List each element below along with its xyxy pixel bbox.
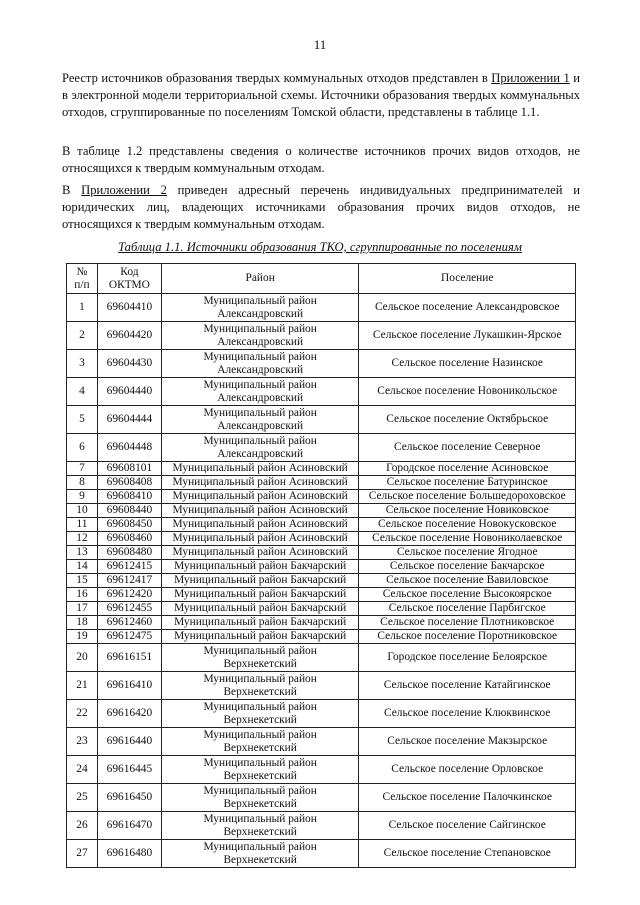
cell-district: Муниципальный район Александровский: [161, 350, 359, 378]
cell-settlement: Сельское поселение Вавиловское: [359, 574, 576, 588]
table-row: [67, 574, 576, 588]
table-row: [67, 350, 576, 378]
cell-number: 13: [67, 546, 98, 560]
cell-settlement: Сельское поселение Новокусковское: [359, 518, 576, 532]
cell-settlement: Сельское поселение Батуринское: [359, 476, 576, 490]
cell-settlement: Сельское поселение Парбигское: [359, 602, 576, 616]
cell-settlement: Сельское поселение Катайгинское: [359, 672, 576, 700]
table-row: [67, 378, 576, 406]
cell-settlement: Сельское поселение Северное: [359, 434, 576, 462]
paragraph-3: [62, 182, 580, 233]
cell-oktmo-code: 69616410: [97, 672, 161, 700]
cell-oktmo-code: 69612420: [97, 588, 161, 602]
cell-number: 24: [67, 756, 98, 784]
cell-number: 3: [67, 350, 98, 378]
cell-district: Муниципальный район Верхнекетский: [161, 644, 359, 672]
cell-oktmo-code: 69608450: [97, 518, 161, 532]
cell-oktmo-code: 69604440: [97, 378, 161, 406]
cell-oktmo-code: 69612455: [97, 602, 161, 616]
cell-number: 22: [67, 700, 98, 728]
cell-oktmo-code: 69604420: [97, 322, 161, 350]
cell-settlement: Сельское поселение Новониколаевское: [359, 532, 576, 546]
cell-oktmo-code: 69616420: [97, 700, 161, 728]
table-row: [67, 322, 576, 350]
table-row: [67, 672, 576, 700]
cell-oktmo-code: 69604448: [97, 434, 161, 462]
cell-district: Муниципальный район Бакчарский: [161, 588, 359, 602]
cell-number: 2: [67, 322, 98, 350]
paragraph-1-text-end: и в электронной модели территориальной схемы. Источники образования твердых коммунальных отходов, сгруппированные по поселениям Томской области, представлены в таблице 1.1.: [62, 71, 581, 119]
cell-district: Муниципальный район Бакчарский: [161, 602, 359, 616]
cell-oktmo-code: 69608408: [97, 476, 161, 490]
cell-settlement: Сельское поселение Орловское: [359, 756, 576, 784]
cell-number: 7: [67, 462, 98, 476]
cell-number: 6: [67, 434, 98, 462]
cell-district: Муниципальный район Верхнекетский: [161, 700, 359, 728]
header-number: № п/п: [67, 264, 98, 294]
cell-district: Муниципальный район Асиновский: [161, 490, 359, 504]
cell-number: 11: [67, 518, 98, 532]
cell-district: Муниципальный район Асиновский: [161, 462, 359, 476]
cell-number: 19: [67, 630, 98, 644]
table-row: [67, 700, 576, 728]
tko-sources-table: [66, 263, 576, 868]
cell-settlement: Сельское поселение Октябрьское: [359, 406, 576, 434]
cell-district: Муниципальный район Бакчарский: [161, 616, 359, 630]
cell-settlement: Сельское поселение Ягодное: [359, 546, 576, 560]
cell-oktmo-code: 69608460: [97, 532, 161, 546]
cell-oktmo-code: 69608440: [97, 504, 161, 518]
cell-number: 25: [67, 784, 98, 812]
table-row: [67, 756, 576, 784]
cell-district: Муниципальный район Бакчарский: [161, 574, 359, 588]
cell-district: Муниципальный район Александровский: [161, 294, 359, 322]
cell-oktmo-code: 69616480: [97, 840, 161, 868]
cell-oktmo-code: 69616151: [97, 644, 161, 672]
appendix-1-link[interactable]: Приложении 1: [491, 71, 570, 85]
cell-number: 16: [67, 588, 98, 602]
cell-settlement: Сельское поселение Палочкинское: [359, 784, 576, 812]
cell-settlement: Сельское поселение Бакчарское: [359, 560, 576, 574]
table-row: [67, 602, 576, 616]
cell-number: 12: [67, 532, 98, 546]
cell-settlement: Сельское поселение Александровское: [359, 294, 576, 322]
cell-district: Муниципальный район Верхнекетский: [161, 728, 359, 756]
cell-district: Муниципальный район Александровский: [161, 434, 359, 462]
cell-settlement: Сельское поселение Лукашкин-Ярское: [359, 322, 576, 350]
cell-number: 5: [67, 406, 98, 434]
cell-settlement: Сельское поселение Клюквинское: [359, 700, 576, 728]
cell-number: 27: [67, 840, 98, 868]
cell-settlement: Городское поселение Белоярское: [359, 644, 576, 672]
table-row: [67, 462, 576, 476]
table-row: [67, 294, 576, 322]
table-row: [67, 434, 576, 462]
table-row: [67, 728, 576, 756]
cell-number: 18: [67, 616, 98, 630]
cell-number: 1: [67, 294, 98, 322]
table-row: [67, 476, 576, 490]
cell-number: 14: [67, 560, 98, 574]
table-row: [67, 588, 576, 602]
header-settlement: Поселение: [359, 264, 576, 294]
table-row: [67, 546, 576, 560]
cell-district: Муниципальный район Бакчарский: [161, 630, 359, 644]
table-row: [67, 644, 576, 672]
cell-number: 8: [67, 476, 98, 490]
cell-district: Муниципальный район Асиновский: [161, 532, 359, 546]
cell-number: 20: [67, 644, 98, 672]
paragraph-2: В таблице 1.2 представлены сведения о количестве источников прочих видов отходов, не относящихся к твердым коммунальным отходам.: [62, 144, 580, 175]
table-row: [67, 406, 576, 434]
cell-district: Муниципальный район Асиновский: [161, 504, 359, 518]
paragraph-3-text-end: приведен адресный перечень индивидуальных предпринимателей и юридических лиц, владеющих источниками образования прочих видов отходов, не относящихся к твердым коммунальным отходам.: [62, 183, 580, 231]
cell-settlement: Сельское поселение Поротниковское: [359, 630, 576, 644]
cell-settlement: Сельское поселение Новоникольское: [359, 378, 576, 406]
cell-number: 23: [67, 728, 98, 756]
page-number: 11: [313, 37, 327, 52]
cell-number: 4: [67, 378, 98, 406]
paragraph-1: [62, 70, 580, 121]
table-row: [67, 840, 576, 868]
paragraph-3-text-start: В: [62, 183, 82, 197]
table-row: [67, 504, 576, 518]
table-row: [67, 812, 576, 840]
cell-number: 17: [67, 602, 98, 616]
cell-oktmo-code: 69604410: [97, 294, 161, 322]
table-header-row: [67, 264, 576, 294]
cell-number: 26: [67, 812, 98, 840]
cell-settlement: Сельское поселение Назинское: [359, 350, 576, 378]
cell-district: Муниципальный район Верхнекетский: [161, 840, 359, 868]
cell-district: Муниципальный район Асиновский: [161, 476, 359, 490]
table-row: [67, 490, 576, 504]
cell-number: 21: [67, 672, 98, 700]
cell-oktmo-code: 69604430: [97, 350, 161, 378]
cell-oktmo-code: 69612475: [97, 630, 161, 644]
table-row: [67, 630, 576, 644]
cell-settlement: Сельское поселение Степановское: [359, 840, 576, 868]
cell-district: Муниципальный район Александровский: [161, 322, 359, 350]
cell-oktmo-code: 69612460: [97, 616, 161, 630]
table-row: [67, 532, 576, 546]
cell-district: Муниципальный район Верхнекетский: [161, 672, 359, 700]
cell-district: Муниципальный район Александровский: [161, 378, 359, 406]
cell-settlement: Сельское поселение Большедороховское: [359, 490, 576, 504]
table-row: [67, 518, 576, 532]
cell-district: Муниципальный район Асиновский: [161, 518, 359, 532]
cell-number: 10: [67, 504, 98, 518]
paragraph-1-text-start: Реестр источников образования твердых коммунальных отходов представлен в: [62, 71, 492, 85]
cell-settlement: Сельское поселение Новиковское: [359, 504, 576, 518]
cell-settlement: Сельское поселение Сайгинское: [359, 812, 576, 840]
appendix-2-link[interactable]: Приложении 2: [81, 183, 167, 197]
cell-oktmo-code: 69608101: [97, 462, 161, 476]
cell-oktmo-code: 69608480: [97, 546, 161, 560]
cell-number: 9: [67, 490, 98, 504]
cell-oktmo-code: 69616445: [97, 756, 161, 784]
cell-district: Муниципальный район Верхнекетский: [161, 784, 359, 812]
cell-settlement: Сельское поселение Макзырское: [359, 728, 576, 756]
cell-settlement: Сельское поселение Высокоярское: [359, 588, 576, 602]
cell-oktmo-code: 69608410: [97, 490, 161, 504]
table-row: [67, 784, 576, 812]
cell-district: Муниципальный район Александровский: [161, 406, 359, 434]
table-caption: Таблица 1.1. Источники образования ТКО, сгруппированные по поселениям: [118, 240, 522, 254]
cell-number: 15: [67, 574, 98, 588]
table-row: [67, 560, 576, 574]
cell-district: Муниципальный район Верхнекетский: [161, 756, 359, 784]
cell-district: Муниципальный район Асиновский: [161, 546, 359, 560]
cell-settlement: Сельское поселение Плотниковское: [359, 616, 576, 630]
header-district: Район: [161, 264, 359, 294]
cell-district: Муниципальный район Бакчарский: [161, 560, 359, 574]
cell-oktmo-code: 69616450: [97, 784, 161, 812]
table-row: [67, 616, 576, 630]
cell-settlement: Городское поселение Асиновское: [359, 462, 576, 476]
cell-oktmo-code: 69604444: [97, 406, 161, 434]
cell-oktmo-code: 69612415: [97, 560, 161, 574]
cell-oktmo-code: 69612417: [97, 574, 161, 588]
cell-oktmo-code: 69616440: [97, 728, 161, 756]
cell-district: Муниципальный район Верхнекетский: [161, 812, 359, 840]
header-oktmo-code: Код ОКТМО: [97, 264, 161, 294]
cell-oktmo-code: 69616470: [97, 812, 161, 840]
